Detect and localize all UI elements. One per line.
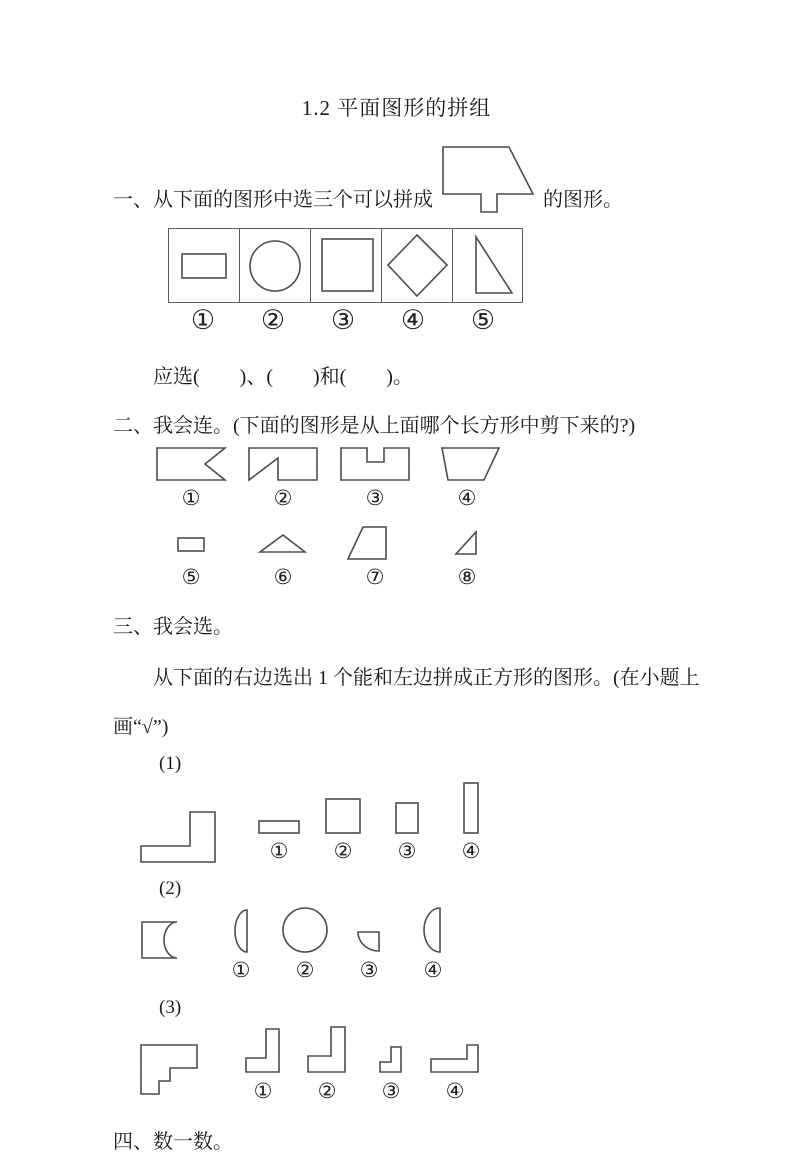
circled-number: ③ [381, 1079, 401, 1104]
circled-number: ② [273, 485, 293, 510]
circled-number: ③ [397, 839, 417, 864]
circled-number: ④ [400, 305, 426, 336]
l-shape [244, 1027, 282, 1075]
half-disc-shape [420, 906, 446, 954]
q3-heading: 三、我会选。 [113, 616, 233, 639]
diamond-shape [382, 229, 452, 302]
circled-number: ④ [423, 958, 443, 983]
right-trapezoid-shape [339, 525, 411, 561]
thin-half-disc-shape [231, 908, 251, 954]
q2-item [421, 446, 513, 511]
q3-sub2-row [139, 906, 753, 983]
q3-instruction-line1: 从下面的右边选出 1 个能和左边拼成正方形的图形。(在小题上 [153, 667, 700, 690]
circled-number: ① [190, 305, 216, 336]
q1-option-numbers [168, 306, 521, 336]
q3-sub2-label: (2) [159, 878, 182, 900]
option [209, 908, 273, 983]
option [295, 1025, 359, 1104]
circled-number: ② [295, 958, 315, 983]
l-shape-rotated [429, 1043, 481, 1075]
q1-cell [311, 229, 382, 302]
l-shape-small [378, 1045, 404, 1075]
circled-number: ⑧ [457, 564, 477, 589]
option [337, 930, 401, 983]
option [247, 819, 311, 864]
circled-number: ⑤ [470, 305, 496, 336]
q2-item [329, 446, 421, 511]
staircase-shape-target [139, 1043, 201, 1097]
q1-answer-blanks: 应选( )、( )和( )。 [153, 365, 413, 388]
circled-number: ④ [461, 839, 481, 864]
q1-prompt-after: 的图形。 [543, 189, 623, 211]
flat-rectangle-shape [257, 819, 301, 835]
trapezoid-shape [431, 446, 503, 482]
circled-number: ④ [445, 1079, 465, 1104]
circled-number: ③ [359, 958, 379, 983]
circle-shape [281, 906, 329, 954]
option [359, 1045, 423, 1104]
circled-number: ② [317, 1079, 337, 1104]
q2-item [145, 446, 237, 511]
q2-heading: 二、我会连。(下面的图形是从上面哪个长方形中剪下来的?) [113, 414, 636, 437]
circled-number: ① [253, 1079, 273, 1104]
q1-prompt-before: 一、从下面的图形中选三个可以拼成 [113, 189, 433, 211]
circle-shape [240, 229, 310, 302]
rectangle-shape [169, 229, 239, 302]
q1-cell [382, 229, 453, 302]
circled-number: ③ [330, 305, 356, 336]
square-shape [324, 797, 362, 835]
q2-bottom-shapes-row [145, 525, 753, 590]
right-triangle-shape [453, 229, 523, 302]
q2-top-shapes-row [145, 446, 753, 511]
option [273, 906, 337, 983]
option [231, 1027, 295, 1104]
option [401, 906, 465, 983]
circled-number: ① [269, 839, 289, 864]
q3-instruction-line2: 画“√”) [113, 716, 169, 739]
q2-item [145, 525, 237, 590]
option [311, 797, 375, 864]
q3-sub3-row [139, 1025, 753, 1104]
small-rectangle-shape [155, 525, 227, 561]
small-rectangle-shape [394, 801, 420, 835]
option [439, 781, 503, 864]
q4-heading: 四、数一数。 [113, 1130, 233, 1153]
circled-number: ① [231, 958, 251, 983]
circled-number: ⑤ [181, 564, 201, 589]
q2-item [237, 525, 329, 590]
rectangle-with-v-notch-shape [155, 446, 227, 482]
q1-prompt-line [113, 144, 753, 212]
square-shape [311, 229, 381, 302]
q3-sub1-label: (1) [159, 753, 182, 775]
l-shape-wide [306, 1025, 348, 1075]
quarter-disc-shape [356, 930, 382, 954]
l-shape-target [139, 810, 217, 864]
square-with-semicircle-notch-target [139, 919, 179, 961]
option [375, 801, 439, 864]
q1-cell [240, 229, 311, 302]
q1-shape-strip [168, 228, 523, 303]
q1-cell [453, 229, 523, 302]
trapezoid-with-tab-shape [439, 144, 539, 214]
circled-number: ④ [457, 485, 477, 510]
q3-sub1-row [139, 781, 753, 864]
circled-number: ② [260, 305, 286, 336]
circled-number: ② [333, 839, 353, 864]
option [423, 1043, 487, 1104]
q2-item [237, 446, 329, 511]
circled-number: ③ [365, 485, 385, 510]
q1-cell [169, 229, 240, 302]
small-right-triangle-shape [431, 525, 503, 561]
circled-number: ⑦ [365, 564, 385, 589]
rectangle-with-diagonal-notch-shape [247, 446, 319, 482]
flat-triangle-shape [247, 525, 319, 561]
circled-number: ① [181, 485, 201, 510]
q3-sub3-label: (3) [159, 997, 182, 1019]
rectangle-with-square-notch-shape [339, 446, 411, 482]
q2-item [329, 525, 421, 590]
page-title: 1.2 平面图形的拼组 [301, 96, 492, 120]
circled-number: ⑥ [273, 564, 293, 589]
q2-item [421, 525, 513, 590]
tall-thin-rectangle-shape [462, 781, 480, 835]
